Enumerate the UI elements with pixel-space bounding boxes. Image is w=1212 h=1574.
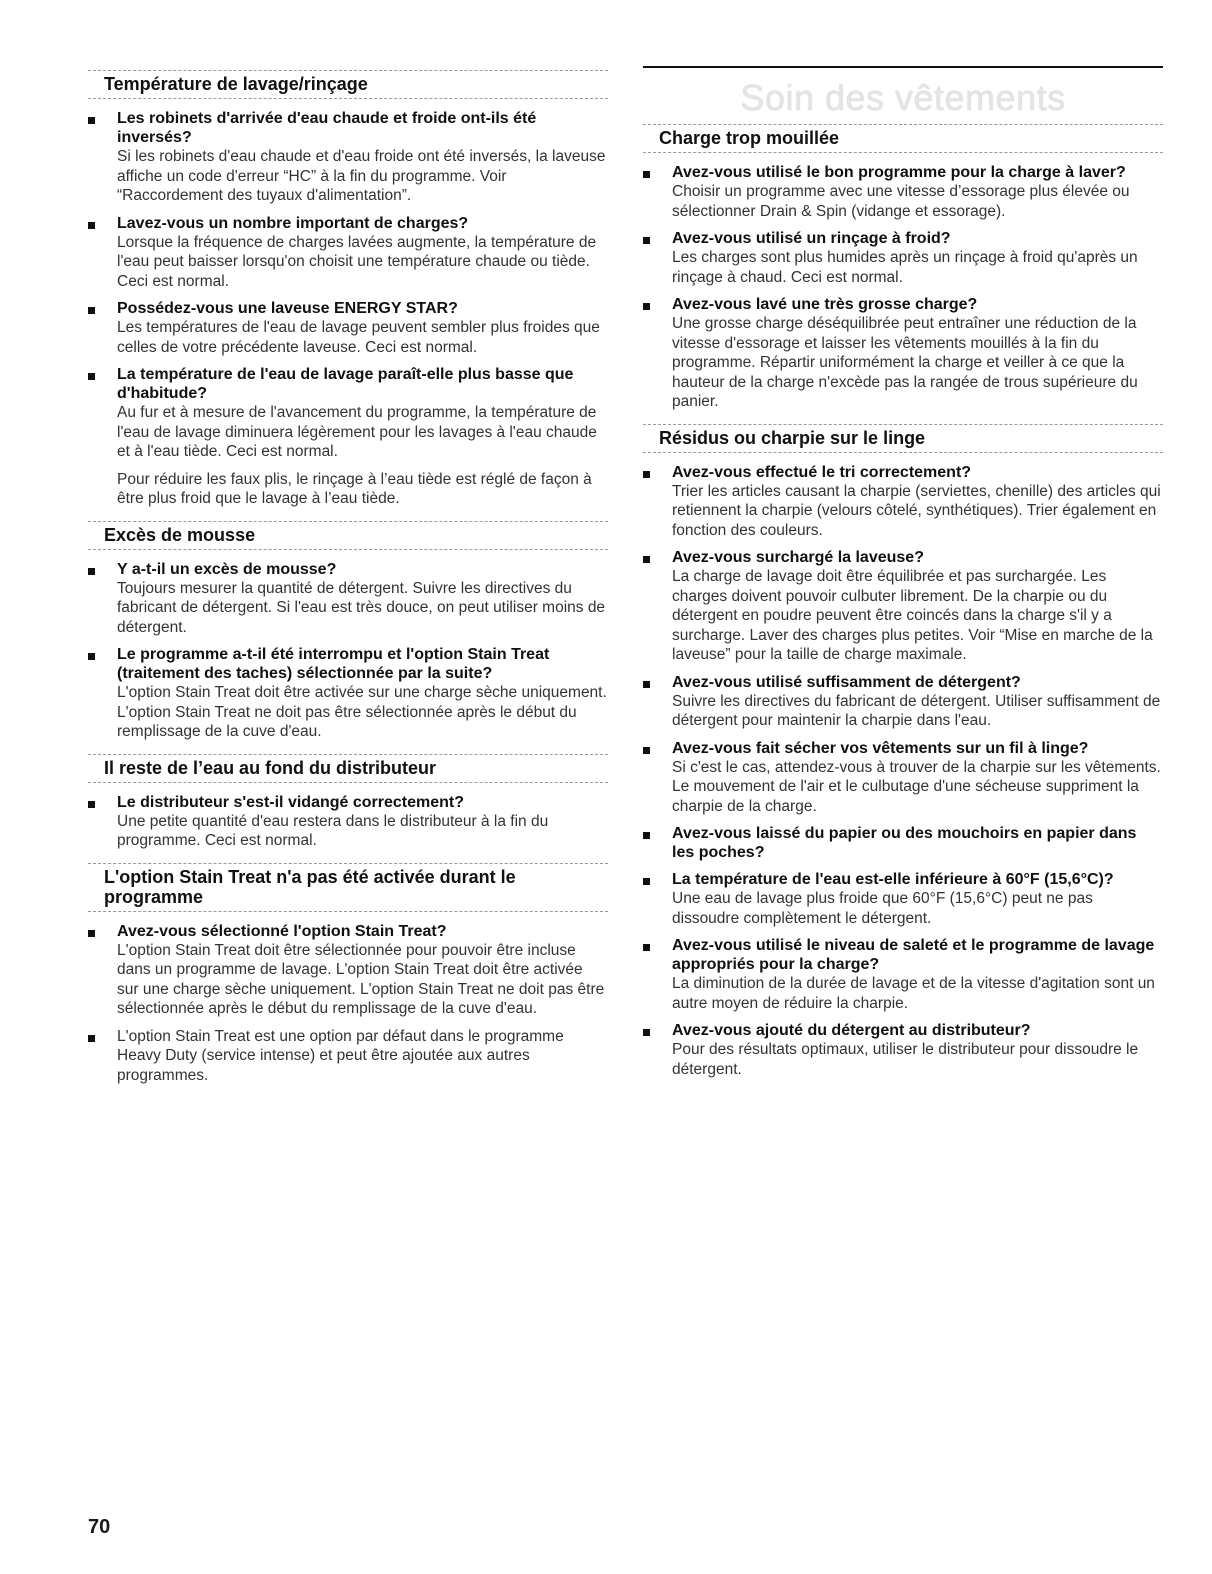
list-item bbox=[88, 299, 608, 357]
answer-text: Les températures de l'eau de lavage peuvent sembler plus froides que celles de votre précédente laveuse. Ceci est normal. bbox=[117, 319, 600, 356]
square-bullet-icon bbox=[88, 930, 95, 937]
question-text: Avez-vous ajouté du détergent au distributeur? bbox=[672, 1022, 1031, 1039]
square-bullet-icon bbox=[643, 1029, 650, 1036]
square-bullet-icon bbox=[88, 568, 95, 575]
question-text: Avez-vous effectué le tri correctement? bbox=[672, 463, 972, 481]
troubleshooting-section bbox=[88, 70, 608, 509]
square-bullet-icon bbox=[88, 117, 95, 124]
question-text: Avez-vous utilisé le niveau de saleté et le programme de lavage appropriés pour la charge? bbox=[672, 937, 1155, 973]
question-text: La température de l'eau est-elle inférieure à 60°F (15,6°C)? bbox=[672, 871, 1114, 888]
list-item bbox=[88, 365, 608, 462]
question-text: Le programme a-t-il été interrompu et l'option Stain Treat (traitement des taches) sélectionnée par la suite? bbox=[117, 646, 550, 682]
square-bullet-icon bbox=[643, 681, 650, 688]
list-item bbox=[643, 548, 1163, 665]
square-bullet-icon bbox=[88, 653, 95, 660]
answer-text: Une eau de lavage plus froide que 60°F (15,6°C) peut ne pas dissoudre complètement le détergent. bbox=[672, 890, 1093, 927]
square-bullet-icon bbox=[643, 944, 650, 951]
square-bullet-icon bbox=[643, 237, 650, 244]
left-column bbox=[88, 62, 608, 1097]
question-list bbox=[643, 463, 1163, 1080]
answer-text: L'option Stain Treat doit être sélectionnée pour pouvoir être incluse dans un programme de lavage. L'option Stain Treat doit être activée sur une charge sèche uniquement. L'option Stain Treat ne doit pas être sélectionnée après le début du remplissage de la cuve d'eau. bbox=[117, 941, 605, 1017]
list-item bbox=[643, 229, 1163, 287]
list-item bbox=[88, 560, 608, 638]
question-text: Avez-vous utilisé le bon programme pour la charge à laver? bbox=[672, 164, 1126, 181]
answer-text: Suivre les directives du fabricant de détergent. Utiliser suffisamment de détergent pour maintenir la charpie dans l'eau. bbox=[672, 692, 1161, 729]
list-item bbox=[643, 870, 1163, 928]
section-title: Soin des vêtements bbox=[740, 77, 1066, 118]
square-bullet-icon bbox=[643, 878, 650, 885]
question-text: Avez-vous utilisé suffisamment de détergent? bbox=[672, 673, 1021, 691]
answer-text: Choisir un programme avec une vitesse d’essorage plus élevée ou sélectionner Drain & Spin (vidange et essorage). bbox=[672, 183, 1130, 220]
answer-text: La charge de lavage doit être équilibrée et pas surchargée. Les charges doivent pouvoir culbuter librement. De la charpie ou du détergent en poudre peuvent être coincés dans la charge s'il y a surcharge. Laver des charges plus petites. Voir “Mise en marche de la laveuse” pour la taille de charge maximale. bbox=[672, 568, 1153, 663]
list-item bbox=[643, 163, 1163, 221]
answer-text: Une grosse charge déséquilibrée peut entraîner une réduction de la vitesse d'essorage et laisser les vêtements mouillés à la fin du programme. Répartir uniformément la charge et veiller à ce que la hauteur de la charge n'excède pas la rangée de trous supérieure du panier. bbox=[672, 315, 1138, 410]
answer-text: Trier les articles causant la charpie (serviettes, chenille) des articles qui retiennent la charpie (velours côtelé, synthétiques). Trier également en fonction des couleurs. bbox=[672, 482, 1161, 539]
square-bullet-icon bbox=[643, 832, 650, 839]
list-item bbox=[88, 1027, 608, 1086]
question-text: Avez-vous lavé une très grosse charge? bbox=[672, 296, 978, 313]
section-heading: L'option Stain Treat n'a pas été activée durant le programme bbox=[88, 863, 608, 912]
list-item bbox=[88, 922, 608, 1019]
square-bullet-icon bbox=[88, 801, 95, 808]
question-text: Possédez-vous une laveuse ENERGY STAR? bbox=[117, 300, 458, 317]
right-column bbox=[643, 62, 1163, 1091]
question-text: Lavez-vous un nombre important de charges? bbox=[117, 214, 469, 232]
list-item bbox=[643, 295, 1163, 412]
troubleshooting-section bbox=[643, 424, 1163, 1080]
square-bullet-icon bbox=[88, 1035, 95, 1042]
answer-text: Lorsque la fréquence de charges lavées augmente, la température de l'eau peut baisser lorsqu'on choisit une température chaude ou tiède. Ceci est normal. bbox=[117, 233, 597, 290]
question-list bbox=[88, 793, 608, 851]
question-text: Avez-vous sélectionné l'option Stain Treat? bbox=[117, 922, 447, 940]
question-text: Le distributeur s'est-il vidangé correctement? bbox=[117, 793, 464, 811]
section-heading: Charge trop mouillée bbox=[643, 124, 1163, 153]
list-item bbox=[88, 109, 608, 206]
troubleshooting-section bbox=[88, 754, 608, 851]
question-list bbox=[88, 109, 608, 462]
page-number: 70 bbox=[88, 1516, 111, 1538]
question-list bbox=[643, 163, 1163, 412]
list-item bbox=[88, 645, 608, 742]
square-bullet-icon bbox=[88, 222, 95, 229]
answer-text: Les charges sont plus humides après un rinçage à froid qu'après un rinçage à chaud. Ceci est normal. bbox=[672, 249, 1138, 286]
question-text: Avez-vous surchargé la laveuse? bbox=[672, 549, 924, 566]
square-bullet-icon bbox=[643, 303, 650, 310]
troubleshooting-section bbox=[88, 521, 608, 742]
list-item bbox=[643, 673, 1163, 731]
section-heading: Résidus ou charpie sur le linge bbox=[643, 424, 1163, 453]
list-item bbox=[88, 214, 608, 292]
question-list bbox=[88, 922, 608, 1086]
square-bullet-icon bbox=[643, 556, 650, 563]
list-item bbox=[643, 739, 1163, 817]
question-text: Les robinets d'arrivée d'eau chaude et froide ont-ils été inversés? bbox=[117, 110, 537, 146]
answer-text: Si c'est le cas, attendez-vous à trouver de la charpie sur les vêtements. Le mouvement de l'air et le culbutage d'une sécheuse suppriment la charpie de la charge. bbox=[672, 758, 1161, 815]
list-item bbox=[643, 1021, 1163, 1079]
answer-text: L'option Stain Treat doit être activée sur une charge sèche uniquement. L'option Stain Treat ne doit pas être sélectionnée après le début du remplissage de la cuve d'eau. bbox=[117, 684, 607, 740]
answer-text: Toujours mesurer la quantité de détergent. Suivre les directives du fabricant de détergent. Si l'eau est très douce, on peut utiliser moins de détergent. bbox=[117, 579, 606, 636]
list-item bbox=[643, 936, 1163, 1013]
list-item bbox=[643, 824, 1163, 862]
question-text: Avez-vous utilisé un rinçage à froid? bbox=[672, 230, 951, 247]
square-bullet-icon bbox=[88, 307, 95, 314]
section-heading: Température de lavage/rinçage bbox=[88, 70, 608, 99]
troubleshooting-section bbox=[88, 863, 608, 1086]
square-bullet-icon bbox=[88, 373, 95, 380]
question-text: La température de l'eau de lavage paraît-elle plus basse que d'habitude? bbox=[117, 366, 574, 402]
list-item bbox=[88, 793, 608, 851]
question-list bbox=[88, 560, 608, 742]
answer-text: Au fur et à mesure de l'avancement du programme, la température de l'eau de lavage diminuera légèrement pour les lavages à l'eau chaude et à l'eau tiède. Ceci est normal. bbox=[117, 404, 597, 460]
section-heading: Il reste de l’eau au fond du distributeur bbox=[88, 754, 608, 783]
answer-text: Si les robinets d'eau chaude et d'eau froide ont été inversés, la laveuse affiche un code d'erreur “HC” à la fin du programme. Voir “Raccordement des tuyaux d'alimentation”. bbox=[117, 148, 606, 204]
square-bullet-icon bbox=[643, 471, 650, 478]
troubleshooting-section bbox=[643, 124, 1163, 412]
answer-text: L'option Stain Treat est une option par défaut dans le programme Heavy Duty (service intense) et peut être ajoutée aux autres programmes. bbox=[117, 1027, 564, 1084]
note-text: Pour réduire les faux plis, le rinçage à l’eau tiède est réglé de façon à être plus froid que le lavage à l’eau tiède. bbox=[117, 470, 592, 507]
question-text: Y a-t-il un excès de mousse? bbox=[117, 560, 337, 578]
answer-text: Une petite quantité d'eau restera dans le distributeur à la fin du programme. Ceci est normal. bbox=[117, 812, 549, 849]
square-bullet-icon bbox=[643, 171, 650, 178]
answer-text: La diminution de la durée de lavage et de la vitesse d'agitation sont un autre moyen de réduire la charpie. bbox=[672, 975, 1155, 1012]
question-text: Avez-vous fait sécher vos vêtements sur un fil à linge? bbox=[672, 739, 1089, 757]
square-bullet-icon bbox=[643, 747, 650, 754]
list-item bbox=[643, 463, 1163, 541]
section-heading: Excès de mousse bbox=[88, 521, 608, 550]
question-text: Avez-vous laissé du papier ou des mouchoirs en papier dans les poches? bbox=[672, 825, 1137, 861]
answer-text: Pour des résultats optimaux, utiliser le distributeur pour dissoudre le détergent. bbox=[672, 1041, 1139, 1078]
